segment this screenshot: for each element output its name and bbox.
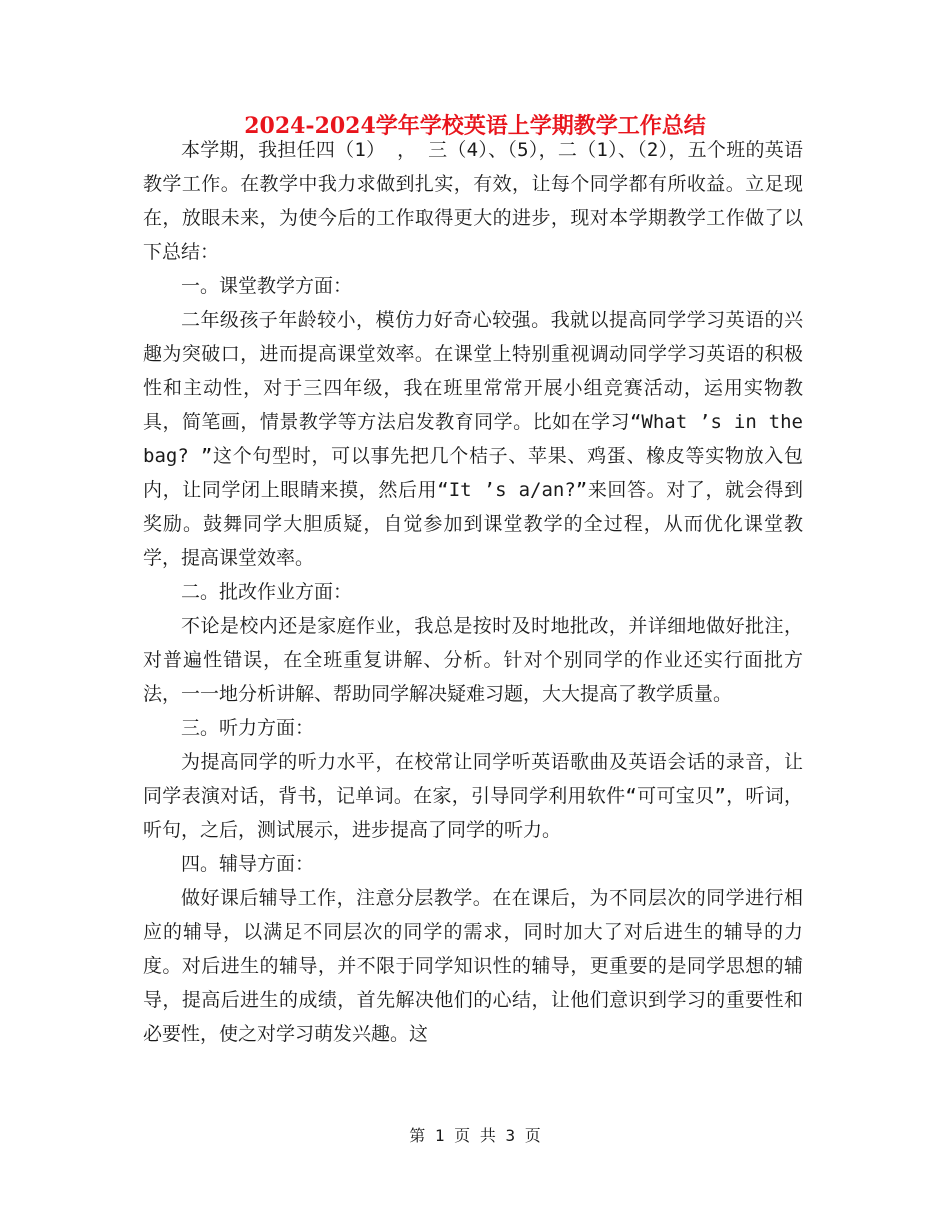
- classroom-paragraph: 二年级孩子年龄较小，模仿力好奇心较强。我就以提高同学学习英语的兴趣为突破口，进而提高课堂效率。在课堂上特别重视调动同学学习英语的积极性和主动性，对于三四年级，我在班里常常开展小组竞赛活动，运用实物教具，简笔画，情景教学等方法启发教育同学。比如在学习“What ’s in the bag? ”这个句型时，可以事先把几个桔子、苹果、鸡蛋、橡皮等实物放入包内，让同学闭上眼睛来摸，然后用“It ’s a/an?”来回答。对了，就会得到奖励。鼓舞同学大胆质疑，自觉参加到课堂教学的全过程，从而优化课堂教学，提高课堂效率。: [143, 309, 803, 569]
- document-body: [143, 133, 803, 1051]
- section-heading-tutoring: 四。辅导方面：: [181, 853, 315, 875]
- document-title: 2024-2024学年学校英语上学期教学工作总结: [244, 113, 706, 139]
- intro-paragraph: 本学期，我担任四（1） ， 三（4）、（5），二（1）、（2），五个班的英语教学工作。在教学中我力求做到扎实，有效，让每个同学都有所收益。立足现在，放眼未来，为使今后的工作取得更大的进步，现对本学期教学工作做了以下总结：: [143, 139, 803, 263]
- listening-paragraph: 为提高同学的听力水平，在校常让同学听英语歌曲及英语会话的录音，让同学表演对话，背书，记单词。在家，引导同学利用软件“可可宝贝”，听词，听句，之后，测试展示，进步提高了同学的听力。: [143, 751, 803, 841]
- homework-paragraph: 不论是校内还是家庭作业，我总是按时及时地批改，并详细地做好批注，对普遍性错误，在全班重复讲解、分析。针对个别同学的作业还实行面批方法，一一地分析讲解、帮助同学解决疑难习题，大大提高了教学质量。: [143, 615, 803, 705]
- page-footer: 第 1 页 共 3 页: [409, 1126, 541, 1145]
- tutoring-paragraph: 做好课后辅导工作，注意分层教学。在在课后，为不同层次的同学进行相应的辅导，以满足不同层次的同学的需求，同时加大了对后进生的辅导的力度。对后进生的辅导，并不限于同学知识性的辅导，更重要的是同学思想的辅导，提高后进生的成绩，首先解决他们的心结，让他们意识到学习的重要性和必要性，使之对学习萌发兴趣。这: [143, 887, 803, 1045]
- section-heading-classroom: 一。课堂教学方面：: [181, 275, 353, 297]
- section-heading-homework: 二。批改作业方面：: [181, 581, 353, 603]
- section-heading-listening: 三。听力方面：: [181, 717, 315, 739]
